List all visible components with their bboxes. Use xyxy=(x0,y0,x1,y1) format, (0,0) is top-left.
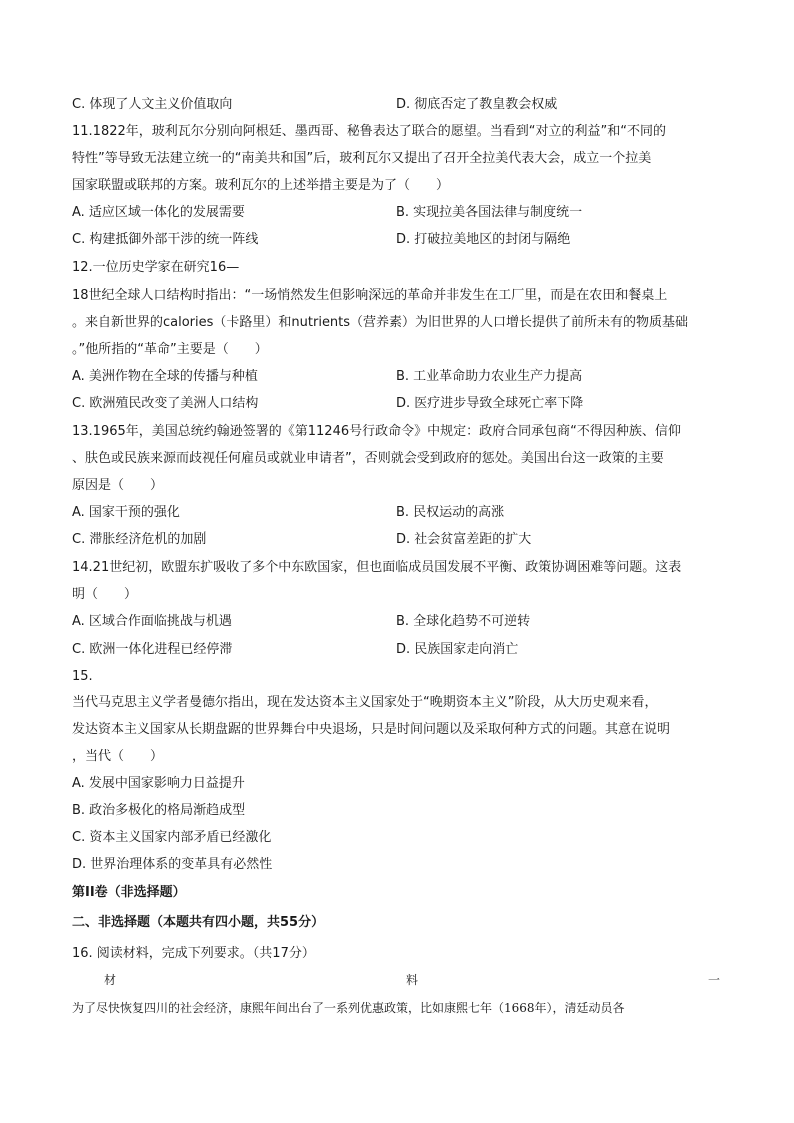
question-text-line: 国家联盟或联邦的方案。玻利瓦尔的上述举措主要是为了（ ） xyxy=(72,178,450,193)
material-heading xyxy=(104,971,720,989)
material-heading-char: 一 xyxy=(707,973,720,987)
question-text-line: 11.1822年，玻利瓦尔分别向阿根廷、墨西哥、秘鲁表达了联合的愿望。当看到“对立的利益”和“不同的 xyxy=(72,124,666,139)
question-text-line: 。来自新世界的calories（卡路里）和nutrients（营养素）为旧世界的人口增长提供了前所未有的物质基础 xyxy=(72,315,689,330)
option-d: D. 医疗进步导致全球死亡率下降 xyxy=(396,396,584,411)
question-text-line: 明（ ） xyxy=(72,587,138,602)
option-b: B. 工业革命助力农业生产力提高 xyxy=(396,369,583,384)
question-text-line: 15. xyxy=(72,669,93,684)
part-title: 二、非选择题（本题共有四小题，共55分） xyxy=(72,915,325,930)
question-text-line: 特性”等导致无法建立统一的“南美共和国”后，玻利瓦尔又提出了召开全拉美代表大会，成立一个拉美 xyxy=(72,151,652,166)
option-d: D. 打破拉美地区的封闭与隔绝 xyxy=(396,232,571,247)
option-c: C. 体现了人文主义价值取向 xyxy=(72,97,233,112)
option-a: A. 发展中国家影响力日益提升 xyxy=(72,776,245,791)
option-b: B. 实现拉美各国法律与制度统一 xyxy=(396,205,583,220)
option-a: A. 适应区域一体化的发展需要 xyxy=(72,205,245,220)
question-text-line: 14.21世纪初，欧盟东扩吸收了多个中东欧国家，但也面临成员国发展不平衡、政策协调困难等问题。这表 xyxy=(72,560,682,575)
option-c: C. 欧洲一体化进程已经停滞 xyxy=(72,642,233,657)
option-c: C. 欧洲殖民改变了美洲人口结构 xyxy=(72,396,259,411)
material-heading-char: 材 xyxy=(104,973,117,987)
question-text-line: 当代马克思主义学者曼德尔指出，现在发达资本主义国家处于“晚期资本主义”阶段，从大历史观来看， xyxy=(72,695,658,710)
option-d: D. 社会贫富差距的扩大 xyxy=(396,532,532,547)
option-b: B. 全球化趋势不可逆转 xyxy=(396,614,531,629)
option-b: B. 政治多极化的格局渐趋成型 xyxy=(72,803,246,818)
question-intro: 16. 阅读材料，完成下列要求。（共17分） xyxy=(72,946,315,961)
question-text-line: 18世纪全球人口结构时指出：“一场悄然发生但影响深远的革命并非发生在工厂里，而是在农田和餐桌上 xyxy=(72,288,668,303)
question-text-line: 、肤色或民族来源而歧视任何雇员或就业申请者”，否则就会受到政府的惩处。美国出台这一政策的主要 xyxy=(72,451,664,466)
option-c: C. 资本主义国家内部矛盾已经激化 xyxy=(72,830,272,845)
option-c: C. 滞胀经济危机的加剧 xyxy=(72,532,207,547)
question-text-line: ，当代（ ） xyxy=(72,749,164,764)
option-c: C. 构建抵御外部干涉的统一阵线 xyxy=(72,232,259,247)
question-text-line: 原因是（ ） xyxy=(72,478,164,493)
option-a: A. 区域合作面临挑战与机遇 xyxy=(72,614,232,629)
question-text-line: 12.一位历史学家在研究16— xyxy=(72,260,240,275)
option-b: B. 民权运动的高涨 xyxy=(396,505,505,520)
option-d: D. 民族国家走向消亡 xyxy=(396,642,519,657)
material-text: 为了尽快恢复四川的社会经济，康熙年间出台了一系列优惠政策，比如康熙七年（1668年），清廷动员各 xyxy=(72,1001,625,1015)
option-a: A. 国家干预的强化 xyxy=(72,505,180,520)
material-heading-char: 料 xyxy=(405,973,418,987)
question-text-line: 。”他所指的“革命”主要是（ ） xyxy=(72,342,268,357)
question-text-line: 发达资本主义国家从长期盘踞的世界舞台中央退场，只是时间问题以及采取何种方式的问题。其意在说明 xyxy=(72,722,671,737)
option-d: D. 世界治理体系的变革具有必然性 xyxy=(72,857,273,872)
question-text-line: 13.1965年，美国总统约翰逊签署的《第11246号行政命令》中规定：政府合同承包商“不得因种族、信仰 xyxy=(72,424,681,439)
option-d: D. 彻底否定了教皇教会权威 xyxy=(396,97,558,112)
option-a: A. 美洲作物在全球的传播与种植 xyxy=(72,369,258,384)
volume-title: 第II卷（非选择题） xyxy=(72,885,186,900)
